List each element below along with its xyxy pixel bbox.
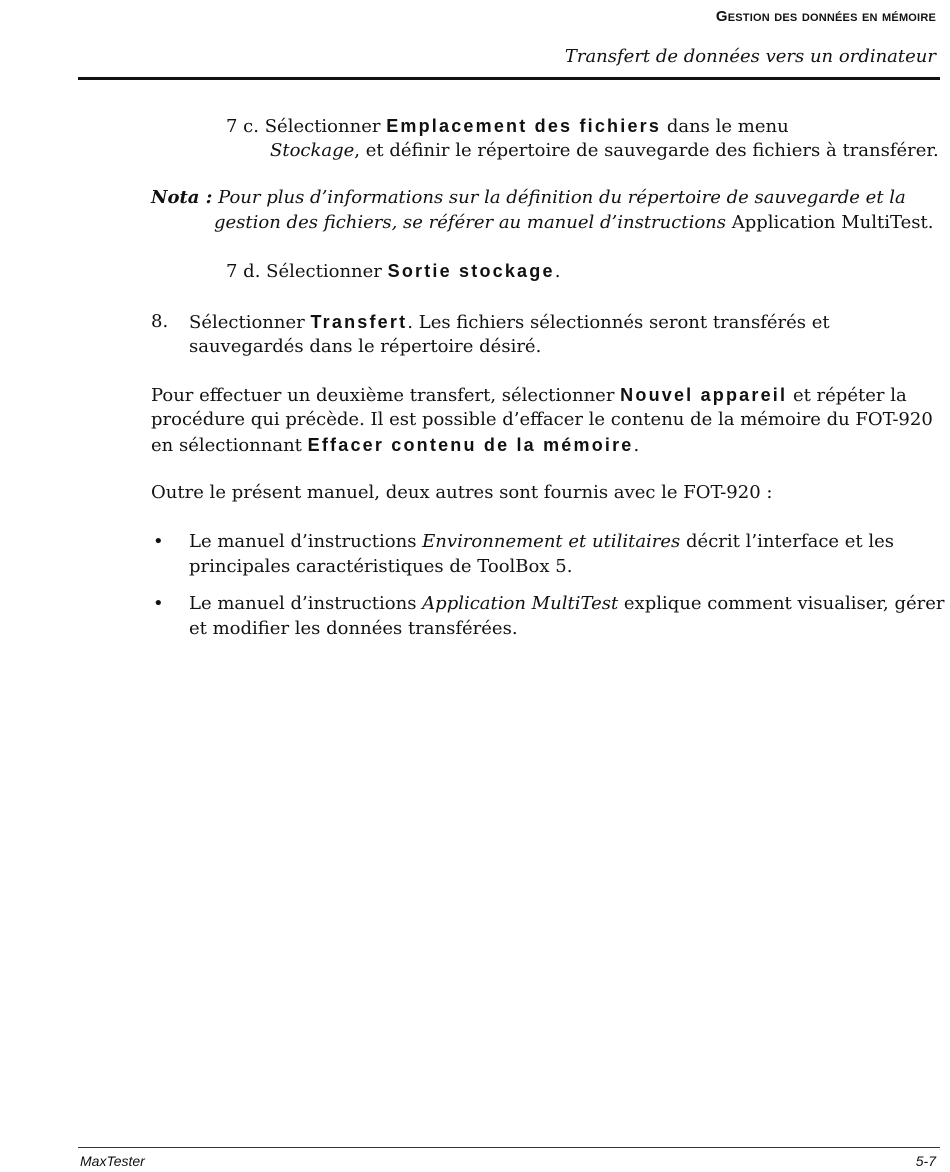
para1-ui-label-new-device: Nouvel appareil xyxy=(620,385,788,405)
note-text1: Pour plus d’informations sur la définition du répertoire de sauvegarde et la xyxy=(212,187,906,208)
bullet-1-line2: principales caractéristiques de ToolBox 5. xyxy=(189,556,573,577)
step-8-ui-label: Transfert xyxy=(310,312,408,332)
step-7d-text1: Sélectionner xyxy=(266,261,388,282)
step-8-line2: sauvegardés dans le répertoire désiré. xyxy=(189,336,542,357)
bullet-1-manual-name: Environnement et utilitaires xyxy=(422,531,681,552)
step-7d-ui-label: Sortie stockage xyxy=(387,261,555,281)
para1-ui-label-clear-memory: Effacer contenu de la mémoire xyxy=(307,435,634,455)
para1-line3-text: en sélectionnant xyxy=(151,435,308,456)
step-7c-line1 xyxy=(226,114,789,139)
para1-text2: et répéter la xyxy=(787,385,907,406)
bullet-2-line1 xyxy=(189,592,945,616)
step-7d-number: 7 d. xyxy=(226,261,261,282)
step-7c-number: 7 c. xyxy=(226,116,259,137)
footer-divider xyxy=(78,1147,940,1148)
step-8-number: 8. xyxy=(151,311,169,332)
note-text2-plain: Application MultiTest. xyxy=(726,212,934,233)
footer-product-name: MaxTester xyxy=(80,1153,145,1169)
step-7c-ui-label: Emplacement des fichiers xyxy=(386,116,662,136)
step-7c-text2: dans le menu xyxy=(661,116,789,137)
step-7c-line2 xyxy=(270,139,939,163)
para1-line1 xyxy=(151,383,907,408)
step-7c-text3: , et définir le répertoire de sauvegarde des fichiers à transférer. xyxy=(354,140,939,161)
bullet-1-text2: décrit l’interface et les xyxy=(680,531,895,552)
header-divider xyxy=(78,77,940,80)
section-title: Transfert de données vers un ordinateur xyxy=(564,46,936,67)
note-line2 xyxy=(214,211,933,235)
step-8-text2: . Les fichiers sélectionnés seront transférés et xyxy=(407,312,830,333)
bullet-1-text1: Le manuel d’instructions xyxy=(189,531,423,552)
para1-line3 xyxy=(151,433,639,458)
note-line1 xyxy=(151,186,906,210)
step-8-line1 xyxy=(189,310,830,335)
para2: Outre le présent manuel, deux autres sont fournis avec le FOT-920 : xyxy=(151,482,773,503)
bullet-2-manual-name: Application MultiTest xyxy=(422,593,619,614)
page-number: 5-7 xyxy=(915,1153,936,1169)
bullet-2-line2: et modifier les données transférées. xyxy=(189,618,518,639)
para1-line2: procédure qui précède. Il est possible d’effacer le contenu de la mémoire du FOT-920 xyxy=(151,409,933,430)
note-text2-italic: gestion des fichiers, se référer au manuel d’instructions xyxy=(214,212,726,233)
para1-line3-end: . xyxy=(633,435,640,456)
step-7d-text2: . xyxy=(554,261,561,282)
bullet-2-text1: Le manuel d’instructions xyxy=(189,593,423,614)
bullet-1-line1 xyxy=(189,530,894,554)
para1-text1: Pour effectuer un deuxième transfert, sélectionner xyxy=(151,385,621,406)
bullet-2-text2: explique comment visualiser, gérer xyxy=(618,593,945,614)
note-label: Nota : xyxy=(151,187,213,208)
chapter-title: Gestion des données en mémoire xyxy=(715,8,936,25)
step-8-text1: Sélectionner xyxy=(189,312,311,333)
bullet-2-dot: • xyxy=(153,593,164,614)
step-7c-text1: Sélectionner xyxy=(264,116,387,137)
bullet-1-dot: • xyxy=(153,531,164,552)
step-7c-menu-name: Stockage xyxy=(270,140,355,161)
step-7d xyxy=(226,259,560,284)
